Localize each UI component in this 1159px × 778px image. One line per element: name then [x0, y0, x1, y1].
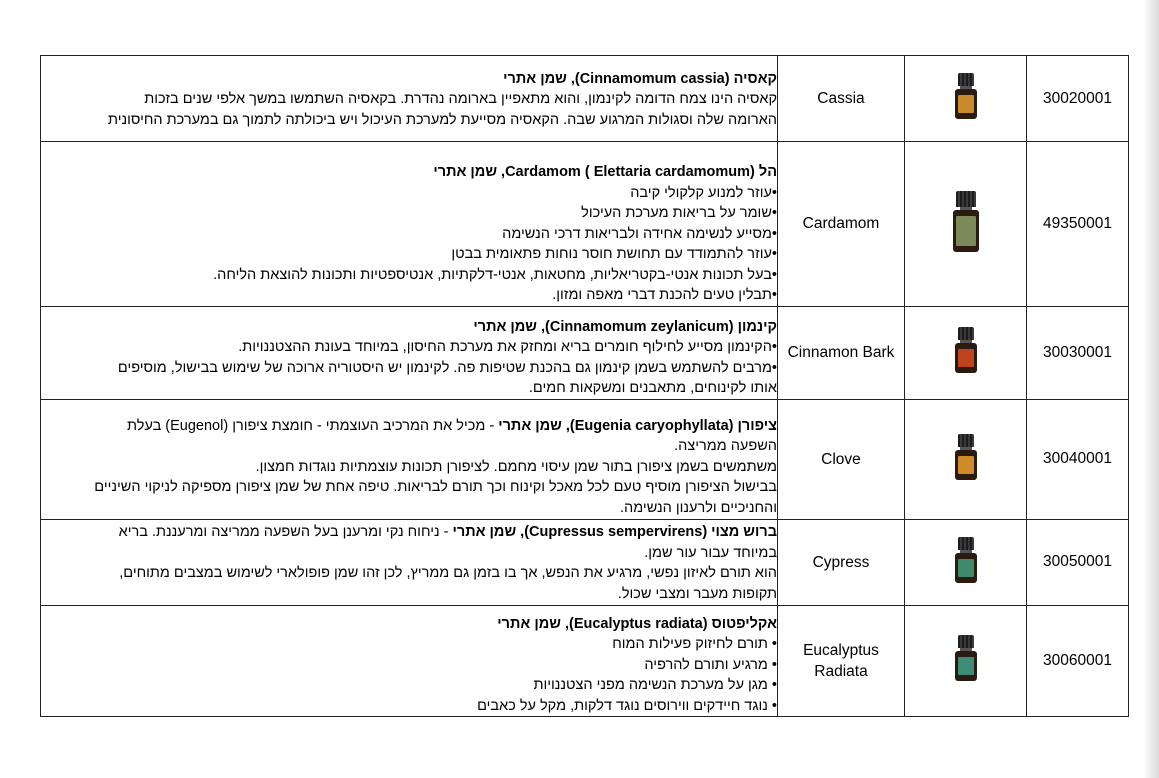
product-code: 30060001 — [1027, 605, 1129, 717]
description-text: •בעל תכונות אנטי-בקטריאליות, מחטאות, אנטי-דלקתיות, אנטיספטיות ותכונות להוצאת הליחה. — [213, 266, 777, 283]
description-line — [41, 563, 777, 584]
description-line — [41, 457, 777, 478]
description-text: • נוגד חיידקים ווירוסים נוגד דלקות, מקל על כאבים — [477, 697, 777, 714]
description-heading — [41, 162, 777, 183]
description-line — [41, 634, 777, 655]
description-heading — [41, 69, 777, 90]
description-bold-text: אקליפטוס (Eucalyptus radiata), שמן אתרי — [497, 615, 777, 632]
description-text: •עוזר להתמודד עם תחושת חוסר נוחות פתאומית בבטן — [451, 246, 777, 262]
product-description — [41, 605, 778, 717]
oil-bottle-icon — [955, 327, 977, 373]
description-text: • מרגיע ותורם להרפיה — [644, 656, 777, 673]
description-line — [41, 89, 777, 110]
description-text: •עוזר למנוע קלקולי קיבה — [630, 184, 777, 201]
product-description — [41, 56, 778, 142]
description-text: תקופות מעבר ומצבי שכול. — [617, 585, 777, 602]
product-code: 30040001 — [1027, 399, 1129, 519]
description-line — [41, 696, 777, 717]
description-bold-text: ציפורן (Eugenia caryophyllata), שמן אתרי — [498, 417, 777, 434]
product-name: Cypress — [778, 519, 905, 605]
product-image-cell — [905, 306, 1027, 399]
product-image-cell — [905, 142, 1027, 307]
description-line — [41, 358, 777, 379]
oil-bottle-icon — [955, 73, 977, 119]
product-image-cell — [905, 399, 1027, 519]
description-text: משתמשים בשמן ציפורן בתור שמן עיסוי מחמם. לציפורן תכונות עוצמתיות נוגדות חמצון. — [255, 458, 777, 475]
page-edge-shadow — [1143, 0, 1159, 778]
description-bold-text: קאסיה (Cinnamomum cassia), שמן אתרי — [503, 70, 777, 87]
description-text: •שומר על בריאות מערכת העיכול — [581, 205, 777, 221]
product-description — [41, 519, 778, 605]
product-code: 30050001 — [1027, 519, 1129, 605]
description-bold-text: ברוש מצוי (Cupressus sempervirens), שמן אתרי — [452, 524, 777, 540]
description-text: במיוחד עבור עור שמן. — [644, 544, 777, 561]
product-name: Clove — [778, 399, 905, 519]
description-line — [41, 477, 777, 498]
description-text: קאסיה הינו צמח הדומה לקינמון, והוא מתאפיין בארומה נהדרת. בקאסיה השתמשו במשך אלפי שנים בזכות — [144, 91, 777, 108]
description-text: •תבלין טעים להכנת דברי מאפה ומזון. — [552, 287, 777, 303]
oil-bottle-icon — [955, 434, 977, 480]
description-line — [41, 285, 777, 306]
description-line — [41, 584, 777, 605]
description-text: • תורם לחיזוק פעילות המוח — [612, 636, 777, 652]
oil-bottle-icon — [953, 191, 979, 252]
description-text: הוא תורם לאיזון נפשי, מרגיע את הנפש, אך בו בזמן גם ממריץ, לכן זהו שמן פופולארי לשימוש במצבים מתוחים, — [119, 565, 777, 581]
description-line — [41, 436, 777, 457]
description-text: • מגן על מערכת הנשימה מפני הצטננויות — [533, 677, 777, 693]
product-image-cell — [905, 519, 1027, 605]
description-text: והחניכיים ולרענון הנשימה. — [620, 499, 777, 516]
product-row — [41, 142, 1129, 307]
description-line — [41, 337, 777, 358]
oil-bottle-icon — [955, 635, 977, 681]
products-table — [40, 55, 1129, 717]
product-image-cell — [905, 605, 1027, 717]
description-line — [41, 183, 777, 204]
description-line — [41, 498, 777, 519]
description-text: הארומה שלה וסגולות המרגוע שבה. הקאסיה מסייעת למערכת העיכול ויש ביכולתה לתמוך גם במערכת החיסונית — [108, 111, 777, 128]
product-name: Eucalyptus Radiata — [778, 605, 905, 717]
description-line — [41, 244, 777, 265]
product-code: 49350001 — [1027, 142, 1129, 307]
product-row — [41, 306, 1129, 399]
description-text: - מכיל את המרכיב העוצמתי - חומצת ציפורן (Eugenol) בעלת — [127, 417, 499, 434]
description-text: בבישול הציפורן מוסיף טעם לכל מאכל וקינוח וכך תורם לבריאות. טיפה אחת של שמן ציפורן מספיקה לניקוי השיניים — [94, 479, 777, 496]
description-bold-text: קינמון (Cinnamomum zeylanicum), שמן אתרי — [473, 318, 777, 335]
product-name: Cardamom — [778, 142, 905, 307]
description-line — [41, 675, 777, 696]
description-line — [41, 110, 777, 131]
product-name: Cassia — [778, 56, 905, 142]
description-line — [41, 203, 777, 224]
description-bold-text: הל (Cardamom ( Elettaria cardamomum, שמן אתרי — [433, 164, 777, 180]
product-row — [41, 399, 1129, 519]
description-line — [41, 378, 777, 399]
description-heading — [41, 416, 777, 437]
product-code: 30030001 — [1027, 306, 1129, 399]
oil-bottle-icon — [955, 537, 977, 583]
product-description — [41, 306, 778, 399]
description-text: •הקינמון מסייע לחילוף חומרים בריא ומחזק את מערכת החיסון, במיוחד בעונת ההצטננויות. — [238, 339, 777, 355]
description-text: השפעה ממריצה. — [674, 438, 777, 455]
product-row — [41, 519, 1129, 605]
product-row — [41, 605, 1129, 717]
description-heading — [41, 614, 777, 635]
product-image-cell — [905, 56, 1027, 142]
description-line — [41, 543, 777, 564]
description-text: •מסייע לנשימה אחידה ולבריאות דרכי הנשימה — [502, 225, 777, 242]
description-text: - ניחוח נקי ומרענן בעל השפעה ממריצה ומרעננת. בריא — [118, 524, 453, 540]
description-heading — [41, 317, 777, 338]
product-description — [41, 399, 778, 519]
product-row — [41, 56, 1129, 142]
product-description — [41, 142, 778, 307]
description-heading — [41, 522, 777, 543]
description-line — [41, 265, 777, 286]
description-line — [41, 655, 777, 676]
product-name: Cinnamon Bark — [778, 306, 905, 399]
description-line — [41, 224, 777, 245]
product-code: 30020001 — [1027, 56, 1129, 142]
description-text: אותו לקינוחים, מתאבנים ומשקאות חמים. — [528, 380, 777, 396]
description-text: •מרבים להשתמש בשמן קינמון גם בהכנת שטיפות פה. לקינמון יש היסטוריה ארוכה של שימוש בבישול, מוסיפים — [117, 359, 777, 376]
